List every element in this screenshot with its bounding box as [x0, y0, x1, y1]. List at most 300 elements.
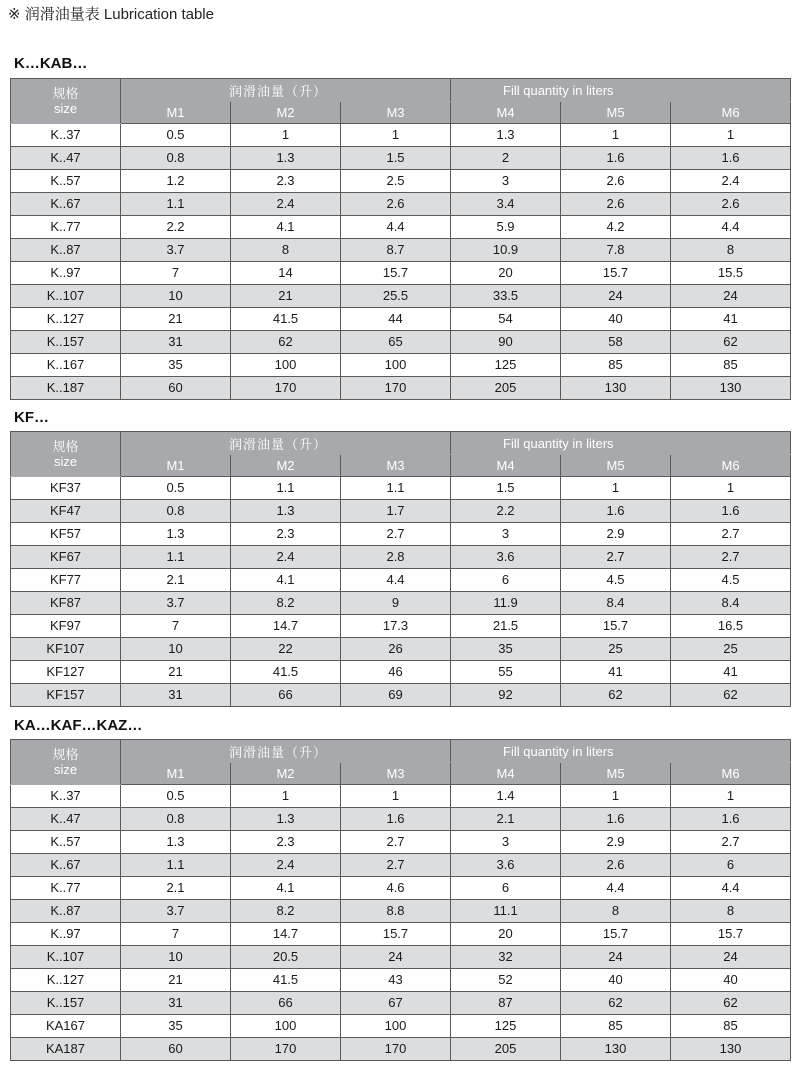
quantity-cell: 1.6: [561, 808, 671, 831]
mounting-position-header: M2: [231, 763, 341, 785]
quantity-cell: 15.7: [561, 923, 671, 946]
quantity-cell: 1.3: [231, 147, 341, 170]
size-header-cn: 规格: [52, 439, 79, 454]
quantity-cell: 125: [451, 354, 561, 377]
quantity-cell: 24: [341, 946, 451, 969]
size-cell: K..67: [11, 193, 121, 216]
mounting-position-header: M1: [121, 455, 231, 477]
fill-quantity-header-cn: 润滑油量（升）: [121, 79, 451, 102]
quantity-cell: 46: [341, 661, 451, 684]
lubrication-table: [10, 78, 791, 400]
quantity-cell: 1.3: [231, 500, 341, 523]
quantity-cell: 3: [451, 170, 561, 193]
quantity-cell: 67: [341, 992, 451, 1015]
quantity-cell: 41: [561, 661, 671, 684]
quantity-cell: 2.4: [231, 546, 341, 569]
quantity-cell: 20: [451, 262, 561, 285]
quantity-cell: 20.5: [231, 946, 341, 969]
quantity-cell: 15.7: [341, 923, 451, 946]
quantity-cell: 66: [231, 684, 341, 707]
table-row: [11, 785, 791, 808]
quantity-cell: 1.3: [121, 831, 231, 854]
quantity-cell: 0.8: [121, 808, 231, 831]
quantity-cell: 24: [671, 285, 791, 308]
quantity-cell: 1: [561, 785, 671, 808]
section-title: KF…: [14, 409, 49, 426]
quantity-cell: 15.7: [561, 262, 671, 285]
quantity-cell: 2.5: [341, 170, 451, 193]
quantity-cell: 24: [561, 946, 671, 969]
quantity-cell: 130: [671, 377, 791, 400]
fill-quantity-header-cn: 润滑油量（升）: [121, 740, 451, 763]
quantity-cell: 8: [561, 900, 671, 923]
size-cell: KF47: [11, 500, 121, 523]
mounting-position-header: M1: [121, 763, 231, 785]
size-cell: K..107: [11, 946, 121, 969]
quantity-cell: 2.1: [121, 877, 231, 900]
quantity-cell: 4.6: [341, 877, 451, 900]
size-cell: KF127: [11, 661, 121, 684]
quantity-cell: 1.1: [121, 193, 231, 216]
quantity-cell: 14.7: [231, 615, 341, 638]
mounting-position-header: M5: [561, 763, 671, 785]
quantity-cell: 205: [451, 1038, 561, 1061]
quantity-cell: 8.4: [561, 592, 671, 615]
table-row: [11, 546, 791, 569]
quantity-cell: 35: [451, 638, 561, 661]
quantity-cell: 40: [671, 969, 791, 992]
quantity-cell: 33.5: [451, 285, 561, 308]
quantity-cell: 1: [231, 124, 341, 147]
quantity-cell: 15.5: [671, 262, 791, 285]
mounting-position-header: M5: [561, 102, 671, 124]
table-row: [11, 477, 791, 500]
quantity-cell: 2.7: [671, 831, 791, 854]
quantity-cell: 14: [231, 262, 341, 285]
table-row: [11, 877, 791, 900]
quantity-cell: 58: [561, 331, 671, 354]
quantity-cell: 4.4: [341, 216, 451, 239]
quantity-cell: 2.7: [341, 831, 451, 854]
quantity-cell: 4.1: [231, 216, 341, 239]
quantity-cell: 100: [231, 354, 341, 377]
quantity-cell: 1.6: [341, 808, 451, 831]
quantity-cell: 1.3: [451, 124, 561, 147]
quantity-cell: 15.7: [561, 615, 671, 638]
quantity-cell: 8.2: [231, 900, 341, 923]
quantity-cell: 40: [561, 969, 671, 992]
quantity-cell: 3.7: [121, 592, 231, 615]
size-header-en: size: [53, 454, 78, 469]
table-row: [11, 523, 791, 546]
quantity-cell: 41.5: [231, 308, 341, 331]
fill-quantity-header-en: Fill quantity in liters: [451, 79, 791, 102]
quantity-cell: 7: [121, 615, 231, 638]
quantity-cell: 65: [341, 331, 451, 354]
quantity-cell: 0.5: [121, 477, 231, 500]
quantity-cell: 85: [561, 354, 671, 377]
table-row: [11, 1038, 791, 1061]
quantity-cell: 10: [121, 285, 231, 308]
mounting-position-header: M1: [121, 102, 231, 124]
size-cell: K..77: [11, 877, 121, 900]
quantity-cell: 0.8: [121, 500, 231, 523]
quantity-cell: 10: [121, 638, 231, 661]
quantity-cell: 2.7: [561, 546, 671, 569]
quantity-cell: 1: [341, 785, 451, 808]
quantity-cell: 26: [341, 638, 451, 661]
quantity-cell: 10.9: [451, 239, 561, 262]
quantity-cell: 8: [671, 900, 791, 923]
fill-quantity-header-cn: 润滑油量（升）: [121, 432, 451, 455]
table-row: [11, 923, 791, 946]
quantity-cell: 4.4: [671, 216, 791, 239]
table-row: [11, 808, 791, 831]
size-cell: K..47: [11, 808, 121, 831]
quantity-cell: 92: [451, 684, 561, 707]
quantity-cell: 1.6: [671, 147, 791, 170]
mounting-position-header: M3: [341, 455, 451, 477]
quantity-cell: 11.9: [451, 592, 561, 615]
table-row: [11, 1015, 791, 1038]
quantity-cell: 170: [231, 1038, 341, 1061]
table-row: [11, 831, 791, 854]
quantity-cell: 21.5: [451, 615, 561, 638]
quantity-cell: 100: [341, 1015, 451, 1038]
size-cell: K..47: [11, 147, 121, 170]
quantity-cell: 100: [341, 354, 451, 377]
quantity-cell: 2.6: [561, 193, 671, 216]
quantity-cell: 32: [451, 946, 561, 969]
quantity-cell: 2.7: [671, 523, 791, 546]
mounting-position-header: M3: [341, 763, 451, 785]
size-cell: K..37: [11, 124, 121, 147]
quantity-cell: 24: [561, 285, 671, 308]
mounting-position-header: M3: [341, 102, 451, 124]
quantity-cell: 43: [341, 969, 451, 992]
quantity-cell: 2.9: [561, 831, 671, 854]
size-cell: K..57: [11, 170, 121, 193]
table-row: [11, 500, 791, 523]
quantity-cell: 1: [671, 785, 791, 808]
size-cell: K..157: [11, 331, 121, 354]
quantity-cell: 2.2: [451, 500, 561, 523]
size-cell: K..127: [11, 308, 121, 331]
quantity-cell: 2.3: [231, 170, 341, 193]
quantity-cell: 87: [451, 992, 561, 1015]
quantity-cell: 2.6: [671, 193, 791, 216]
quantity-cell: 44: [341, 308, 451, 331]
quantity-cell: 2.3: [231, 523, 341, 546]
table-row: [11, 193, 791, 216]
quantity-cell: 41.5: [231, 969, 341, 992]
quantity-cell: 21: [231, 285, 341, 308]
size-header-en: size: [53, 101, 78, 116]
quantity-cell: 3.6: [451, 546, 561, 569]
size-cell: KF67: [11, 546, 121, 569]
quantity-cell: 1: [341, 124, 451, 147]
size-cell: KA167: [11, 1015, 121, 1038]
quantity-cell: 2.8: [341, 546, 451, 569]
quantity-cell: 60: [121, 1038, 231, 1061]
mounting-position-header: M2: [231, 102, 341, 124]
quantity-cell: 7.8: [561, 239, 671, 262]
mounting-position-header: M4: [451, 455, 561, 477]
quantity-cell: 1.6: [671, 808, 791, 831]
quantity-cell: 85: [671, 354, 791, 377]
quantity-cell: 1.4: [451, 785, 561, 808]
table-row: [11, 900, 791, 923]
quantity-cell: 100: [231, 1015, 341, 1038]
size-cell: K..187: [11, 377, 121, 400]
size-cell: K..67: [11, 854, 121, 877]
quantity-cell: 62: [671, 684, 791, 707]
mounting-position-header: M4: [451, 102, 561, 124]
quantity-cell: 60: [121, 377, 231, 400]
quantity-cell: 1.1: [121, 546, 231, 569]
quantity-cell: 1.1: [121, 854, 231, 877]
quantity-cell: 7: [121, 923, 231, 946]
quantity-cell: 90: [451, 331, 561, 354]
quantity-cell: 8.2: [231, 592, 341, 615]
quantity-cell: 41: [671, 308, 791, 331]
fill-quantity-header-en: Fill quantity in liters: [451, 740, 791, 763]
quantity-cell: 4.1: [231, 569, 341, 592]
quantity-cell: 3.7: [121, 239, 231, 262]
quantity-cell: 2.4: [671, 170, 791, 193]
quantity-cell: 4.4: [341, 569, 451, 592]
quantity-cell: 2: [451, 147, 561, 170]
quantity-cell: 5.9: [451, 216, 561, 239]
quantity-cell: 15.7: [341, 262, 451, 285]
table-row: [11, 969, 791, 992]
quantity-cell: 41.5: [231, 661, 341, 684]
quantity-cell: 8: [671, 239, 791, 262]
quantity-cell: 54: [451, 308, 561, 331]
quantity-cell: 25: [671, 638, 791, 661]
quantity-cell: 1.7: [341, 500, 451, 523]
quantity-cell: 2.6: [561, 854, 671, 877]
quantity-cell: 10: [121, 946, 231, 969]
table-row: [11, 854, 791, 877]
table-row: [11, 592, 791, 615]
quantity-cell: 2.6: [341, 193, 451, 216]
quantity-cell: 62: [561, 992, 671, 1015]
lubrication-table: [10, 431, 791, 707]
quantity-cell: 2.2: [121, 216, 231, 239]
quantity-cell: 6: [451, 877, 561, 900]
table-row: [11, 992, 791, 1015]
table-row: [11, 285, 791, 308]
quantity-cell: 0.8: [121, 147, 231, 170]
quantity-cell: 9: [341, 592, 451, 615]
size-header-cn: 规格: [52, 86, 79, 101]
quantity-cell: 4.4: [671, 877, 791, 900]
quantity-cell: 7: [121, 262, 231, 285]
quantity-cell: 24: [671, 946, 791, 969]
quantity-cell: 4.5: [671, 569, 791, 592]
table-row: [11, 308, 791, 331]
quantity-cell: 2.7: [341, 854, 451, 877]
quantity-cell: 8: [231, 239, 341, 262]
quantity-cell: 130: [561, 377, 671, 400]
quantity-cell: 1: [561, 124, 671, 147]
quantity-cell: 17.3: [341, 615, 451, 638]
size-cell: K..77: [11, 216, 121, 239]
quantity-cell: 6: [451, 569, 561, 592]
quantity-cell: 8.7: [341, 239, 451, 262]
quantity-cell: 2.4: [231, 854, 341, 877]
quantity-cell: 52: [451, 969, 561, 992]
quantity-cell: 2.1: [451, 808, 561, 831]
size-cell: KF87: [11, 592, 121, 615]
table-row: [11, 170, 791, 193]
table-row: [11, 239, 791, 262]
quantity-cell: 1.1: [231, 477, 341, 500]
size-cell: KF37: [11, 477, 121, 500]
quantity-cell: 130: [671, 1038, 791, 1061]
size-cell: K..167: [11, 354, 121, 377]
size-cell: KF77: [11, 569, 121, 592]
quantity-cell: 21: [121, 969, 231, 992]
table-row: [11, 615, 791, 638]
quantity-cell: 2.3: [231, 831, 341, 854]
size-cell: K..37: [11, 785, 121, 808]
size-cell: KF107: [11, 638, 121, 661]
section-title: KA…KAF…KAZ…: [14, 717, 143, 734]
table-row: [11, 331, 791, 354]
table-row: [11, 569, 791, 592]
quantity-cell: 85: [671, 1015, 791, 1038]
quantity-cell: 1.3: [121, 523, 231, 546]
mounting-position-header: M5: [561, 455, 671, 477]
quantity-cell: 41: [671, 661, 791, 684]
size-cell: KF57: [11, 523, 121, 546]
quantity-cell: 8.4: [671, 592, 791, 615]
table-row: [11, 124, 791, 147]
size-header-en: size: [53, 762, 78, 777]
size-cell: K..127: [11, 969, 121, 992]
quantity-cell: 3.7: [121, 900, 231, 923]
table-row: [11, 684, 791, 707]
quantity-cell: 2.7: [341, 523, 451, 546]
size-cell: KA187: [11, 1038, 121, 1061]
quantity-cell: 2.7: [671, 546, 791, 569]
quantity-cell: 1.6: [671, 500, 791, 523]
quantity-cell: 0.5: [121, 785, 231, 808]
quantity-cell: 22: [231, 638, 341, 661]
quantity-cell: 62: [671, 331, 791, 354]
quantity-cell: 3: [451, 831, 561, 854]
page-title: ※ 润滑油量表 Lubrication table: [8, 6, 214, 23]
quantity-cell: 170: [341, 1038, 451, 1061]
mounting-position-header: M6: [671, 455, 791, 477]
quantity-cell: 2.4: [231, 193, 341, 216]
quantity-cell: 1: [231, 785, 341, 808]
mounting-position-header: M4: [451, 763, 561, 785]
size-column-header: [11, 740, 121, 785]
size-header-cn: 规格: [52, 747, 79, 762]
quantity-cell: 25: [561, 638, 671, 661]
quantity-cell: 170: [341, 377, 451, 400]
quantity-cell: 4.1: [231, 877, 341, 900]
table-row: [11, 377, 791, 400]
quantity-cell: 1.2: [121, 170, 231, 193]
table-row: [11, 216, 791, 239]
quantity-cell: 8.8: [341, 900, 451, 923]
size-cell: K..107: [11, 285, 121, 308]
quantity-cell: 1.5: [451, 477, 561, 500]
size-column-header: [11, 79, 121, 124]
size-cell: K..97: [11, 262, 121, 285]
quantity-cell: 85: [561, 1015, 671, 1038]
quantity-cell: 25.5: [341, 285, 451, 308]
quantity-cell: 130: [561, 1038, 671, 1061]
quantity-cell: 21: [121, 661, 231, 684]
section-title: K…KAB…: [14, 55, 88, 72]
quantity-cell: 4.4: [561, 877, 671, 900]
quantity-cell: 62: [671, 992, 791, 1015]
lubrication-table: [10, 739, 791, 1061]
table-row: [11, 638, 791, 661]
quantity-cell: 62: [561, 684, 671, 707]
mounting-position-header: M6: [671, 102, 791, 124]
quantity-cell: 6: [671, 854, 791, 877]
quantity-cell: 31: [121, 331, 231, 354]
quantity-cell: 1.6: [561, 500, 671, 523]
quantity-cell: 35: [121, 1015, 231, 1038]
quantity-cell: 1: [561, 477, 671, 500]
mounting-position-header: M2: [231, 455, 341, 477]
quantity-cell: 66: [231, 992, 341, 1015]
quantity-cell: 69: [341, 684, 451, 707]
quantity-cell: 2.9: [561, 523, 671, 546]
size-cell: K..97: [11, 923, 121, 946]
quantity-cell: 1: [671, 477, 791, 500]
quantity-cell: 35: [121, 354, 231, 377]
table-row: [11, 262, 791, 285]
quantity-cell: 4.5: [561, 569, 671, 592]
size-column-header: [11, 432, 121, 477]
size-cell: KF157: [11, 684, 121, 707]
quantity-cell: 205: [451, 377, 561, 400]
quantity-cell: 170: [231, 377, 341, 400]
quantity-cell: 55: [451, 661, 561, 684]
quantity-cell: 3: [451, 523, 561, 546]
fill-quantity-header-en: Fill quantity in liters: [451, 432, 791, 455]
size-cell: K..57: [11, 831, 121, 854]
table-row: [11, 946, 791, 969]
quantity-cell: 2.1: [121, 569, 231, 592]
quantity-cell: 31: [121, 684, 231, 707]
quantity-cell: 2.6: [561, 170, 671, 193]
quantity-cell: 31: [121, 992, 231, 1015]
size-cell: KF97: [11, 615, 121, 638]
quantity-cell: 0.5: [121, 124, 231, 147]
quantity-cell: 21: [121, 308, 231, 331]
size-cell: K..87: [11, 900, 121, 923]
table-row: [11, 147, 791, 170]
quantity-cell: 11.1: [451, 900, 561, 923]
quantity-cell: 3.4: [451, 193, 561, 216]
table-row: [11, 661, 791, 684]
quantity-cell: 20: [451, 923, 561, 946]
quantity-cell: 16.5: [671, 615, 791, 638]
quantity-cell: 4.2: [561, 216, 671, 239]
quantity-cell: 15.7: [671, 923, 791, 946]
quantity-cell: 1.3: [231, 808, 341, 831]
quantity-cell: 14.7: [231, 923, 341, 946]
